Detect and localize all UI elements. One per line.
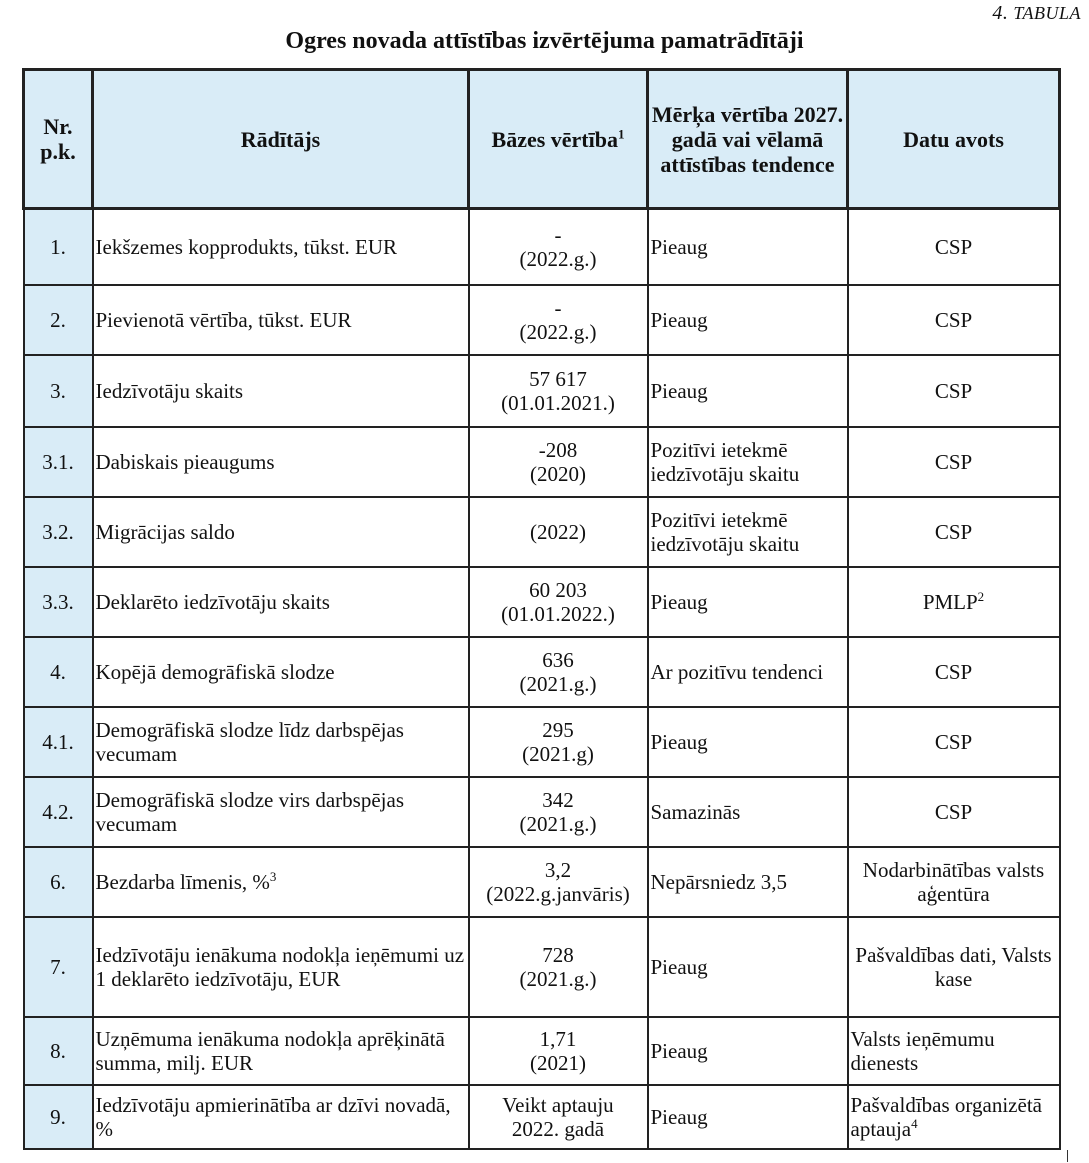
- row-source: [848, 777, 1060, 847]
- row-base-value-line1: 3,2: [544, 857, 572, 882]
- row-source: [848, 847, 1060, 917]
- row-indicator: [93, 917, 469, 1017]
- row-base-value-line1: 636: [542, 647, 574, 672]
- row-indicator: [93, 567, 469, 637]
- header-indicator: Rādītājs: [93, 70, 469, 209]
- row-base-value-line1: -: [554, 295, 562, 320]
- row-base-value-line1: 1,71: [539, 1026, 577, 1051]
- row-number: 1.: [24, 209, 93, 285]
- table-row: [24, 1017, 1060, 1085]
- row-base-value-line2: (2022.g.): [519, 319, 597, 344]
- row-indicator: [93, 637, 469, 707]
- row-target: Ar pozitīvu tendenci: [648, 637, 848, 707]
- header-nr-line2: p.k.: [40, 139, 76, 164]
- row-indicator: [93, 209, 469, 285]
- header-nr: [24, 70, 93, 209]
- row-source-text: CSP: [934, 449, 973, 474]
- row-base-value-line2: (2022.g.): [519, 246, 597, 271]
- row-number: 6.: [24, 847, 93, 917]
- row-indicator: [93, 427, 469, 497]
- row-source-text: CSP: [934, 799, 973, 824]
- row-target: Pieaug: [648, 917, 848, 1017]
- table-row: [24, 567, 1060, 637]
- row-base-value: [469, 427, 648, 497]
- row-source: [848, 427, 1060, 497]
- row-indicator-footnote: 3: [269, 868, 277, 884]
- row-base-value-line2: (01.01.2021.): [501, 390, 615, 415]
- row-indicator-text: Iedzīvotāju skaits: [95, 378, 244, 403]
- row-indicator-text: Kopējā demogrāfiskā slodze: [95, 659, 335, 684]
- header-base: [469, 70, 648, 209]
- row-target: Pozitīvi ietekmē iedzīvotāju skaitu: [648, 427, 848, 497]
- row-indicator-text: Demogrāfiskā slodze līdz darbspējas vecumam: [95, 717, 404, 766]
- row-base-value-line2: (2021.g.): [519, 811, 597, 836]
- row-base-value-line1: Veikt aptauju: [502, 1092, 614, 1117]
- row-indicator-text: Uzņēmuma ienākuma nodokļa aprēķinātā summa, milj. EUR: [95, 1026, 445, 1075]
- row-number: 4.1.: [24, 707, 93, 777]
- row-base-value-line2: 2022. gadā: [511, 1116, 605, 1141]
- row-source-text: Valsts ieņēmumu dienests: [850, 1026, 995, 1075]
- header-row: [24, 70, 1060, 209]
- row-base-value-line2: (2022.g.janvāris): [486, 881, 630, 906]
- table-word: TABULA: [1013, 3, 1081, 23]
- row-source: [848, 637, 1060, 707]
- row-base-value-line2: (01.01.2022.): [501, 601, 615, 626]
- row-base-value: [469, 637, 648, 707]
- header-base-footnote: 1: [617, 126, 625, 142]
- row-target: Pieaug: [648, 355, 848, 427]
- row-number: 3.: [24, 355, 93, 427]
- row-base-value-line2: (2021.g): [522, 741, 594, 766]
- table-row: [24, 497, 1060, 567]
- row-number: 3.1.: [24, 427, 93, 497]
- row-source-text: CSP: [934, 234, 973, 259]
- table-row: [24, 355, 1060, 427]
- row-source: [848, 497, 1060, 567]
- row-indicator: [93, 777, 469, 847]
- table-row: [24, 847, 1060, 917]
- row-base-value-line1: 728: [542, 942, 574, 967]
- row-target: Pieaug: [648, 1085, 848, 1149]
- row-base-value-line1: -: [554, 222, 562, 247]
- table-row: [24, 707, 1060, 777]
- row-number: 4.: [24, 637, 93, 707]
- row-target: Pieaug: [648, 209, 848, 285]
- row-base-value: [469, 355, 648, 427]
- row-base-value: [469, 777, 648, 847]
- row-base-value: [469, 917, 648, 1017]
- row-base-value-line2: (2021): [530, 1050, 586, 1075]
- row-base-value: [469, 497, 648, 567]
- row-indicator-text: Pievienotā vērtība, tūkst. EUR: [95, 307, 352, 332]
- row-source-text: CSP: [934, 659, 973, 684]
- indicators-table: [22, 68, 1061, 1150]
- row-source-text: CSP: [934, 307, 973, 332]
- header-source: Datu avots: [848, 70, 1060, 209]
- text-cursor-mark: [1067, 1150, 1068, 1162]
- row-target: Pieaug: [648, 285, 848, 355]
- row-source: [848, 567, 1060, 637]
- row-base-value-line2: (2021.g.): [519, 671, 597, 696]
- row-source: [848, 917, 1060, 1017]
- row-source-text: Pašvaldības organizētā aptauja: [850, 1092, 1042, 1141]
- row-source: [848, 285, 1060, 355]
- row-indicator: [93, 355, 469, 427]
- row-target: Pieaug: [648, 567, 848, 637]
- row-base-value-line2: (2021.g.): [519, 966, 597, 991]
- table-row: [24, 1085, 1060, 1149]
- row-base-value: [469, 285, 648, 355]
- row-base-value-line1: 295: [542, 717, 574, 742]
- row-target: Pozitīvi ietekmē iedzīvotāju skaitu: [648, 497, 848, 567]
- header-base-text: Bāzes vērtība: [491, 126, 618, 152]
- row-base-value: [469, 847, 648, 917]
- row-indicator: [93, 1017, 469, 1085]
- row-source: [848, 355, 1060, 427]
- row-number: 9.: [24, 1085, 93, 1149]
- row-indicator: [93, 497, 469, 567]
- row-indicator-text: Dabiskais pieaugums: [95, 449, 275, 474]
- row-indicator: [93, 707, 469, 777]
- row-base-value-line1: 57 617: [529, 366, 587, 391]
- table-row: [24, 777, 1060, 847]
- table-title: Ogres novada attīstības izvērtējuma pamatrādītāji: [285, 28, 804, 54]
- row-indicator-text: Iedzīvotāju apmierinātība ar dzīvi novadā, %: [95, 1092, 451, 1141]
- row-source-text: CSP: [934, 378, 973, 403]
- row-indicator-text: Migrācijas saldo: [95, 519, 235, 544]
- row-target: Pieaug: [648, 1017, 848, 1085]
- row-base-value-line1: (2022): [530, 519, 586, 544]
- row-base-value: [469, 1085, 648, 1149]
- row-source-text: Pašvaldības dati, Valsts kase: [855, 942, 1052, 991]
- row-base-value-line2: (2020): [530, 461, 586, 486]
- row-source: [848, 707, 1060, 777]
- row-indicator: [93, 847, 469, 917]
- table-row: [24, 427, 1060, 497]
- row-target: Nepārsniedz 3,5: [648, 847, 848, 917]
- row-source-footnote: 4: [911, 1115, 918, 1131]
- row-indicator-text: Iedzīvotāju ienākuma nodokļa ieņēmumi uz 1 deklarēto iedzīvotāju, EUR: [95, 942, 465, 991]
- header-nr-line1: Nr.: [43, 114, 73, 139]
- row-number: 2.: [24, 285, 93, 355]
- row-source: [848, 1085, 1060, 1149]
- row-base-value: [469, 209, 648, 285]
- table-row: [24, 285, 1060, 355]
- row-base-value-line1: 342: [542, 787, 574, 812]
- row-source-text: PMLP: [922, 589, 978, 614]
- row-base-value: [469, 567, 648, 637]
- table-row: [24, 637, 1060, 707]
- row-source-footnote: 2: [977, 588, 985, 604]
- row-number: 3.2.: [24, 497, 93, 567]
- row-base-value: [469, 1017, 648, 1085]
- row-indicator: [93, 285, 469, 355]
- row-indicator: [93, 1085, 469, 1149]
- table-row: [24, 917, 1060, 1017]
- row-number: 8.: [24, 1017, 93, 1085]
- table-number-label: [992, 2, 1081, 25]
- row-indicator-text: Deklarēto iedzīvotāju skaits: [95, 589, 330, 614]
- row-source-text: Nodarbinātības valsts aģentūra: [862, 857, 1045, 906]
- row-base-value-line1: -208: [538, 437, 578, 462]
- row-source-text: CSP: [934, 519, 973, 544]
- row-base-value: [469, 707, 648, 777]
- row-source-text: CSP: [934, 729, 973, 754]
- row-number: 4.2.: [24, 777, 93, 847]
- header-target: Mērķa vērtība 2027. gadā vai vēlamā attīstības tendence: [648, 70, 848, 209]
- row-number: 3.3.: [24, 567, 93, 637]
- row-indicator-text: Demogrāfiskā slodze virs darbspējas vecumam: [95, 787, 404, 836]
- row-source: [848, 1017, 1060, 1085]
- row-number: 7.: [24, 917, 93, 1017]
- table-row: [24, 209, 1060, 285]
- row-base-value-line1: 60 203: [529, 577, 587, 602]
- table-number: 4.: [992, 2, 1009, 24]
- row-indicator-text: Iekšzemes kopprodukts, tūkst. EUR: [95, 234, 398, 259]
- row-target: Pieaug: [648, 707, 848, 777]
- row-source: [848, 209, 1060, 285]
- row-indicator-text: Bezdarba līmenis, %: [95, 869, 270, 894]
- table-body: [24, 209, 1060, 1149]
- row-target: Samazinās: [648, 777, 848, 847]
